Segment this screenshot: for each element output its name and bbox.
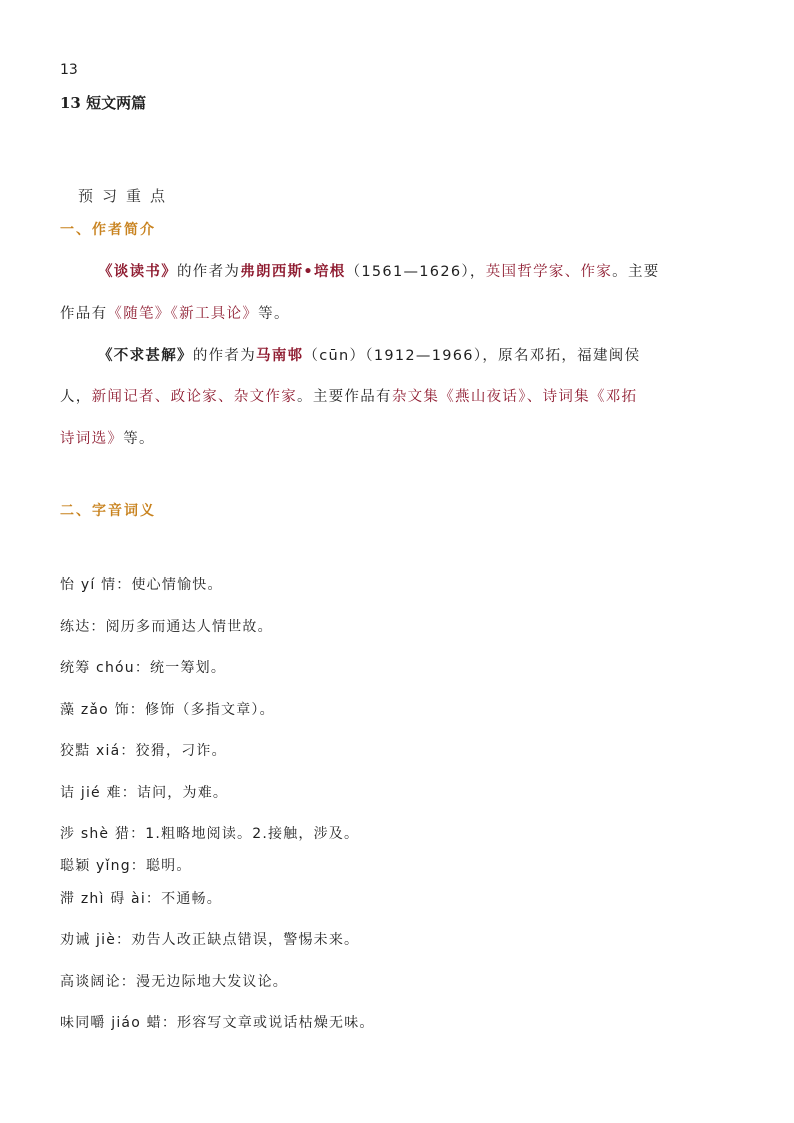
text: （1561—1626），: [345, 264, 486, 280]
vocab-item: 练达：阅历多而通达人情世故。: [60, 619, 273, 635]
paragraph-2-line-2: [60, 385, 637, 406]
vocab-item: 藻 zǎo 饰：修饰（多指文章）。: [60, 702, 275, 718]
vocab-item: 涉 shè 猎：1.粗略地阅读。2.接触，涉及。: [60, 826, 360, 842]
vocab-item: 聪颖 yǐng：聪明。: [60, 858, 192, 874]
paragraph-1-line-2: [60, 302, 290, 323]
text: 人，: [60, 389, 92, 405]
works: 诗词选》: [60, 431, 124, 447]
vocab-item: 劝诫 jiè：劝告人改正缺点错误，警惕未来。: [60, 932, 360, 948]
book-title: 《不求甚解》: [98, 348, 193, 364]
works: 杂文集《燕山夜话》、诗词集《邓拓: [391, 389, 638, 405]
vocab-item: 统筹 chóu：统一筹划。: [60, 660, 227, 676]
page-number: 13: [60, 62, 78, 78]
paragraph-2-line-3: [60, 427, 155, 448]
vocabulary-heading: 二、字音词义: [60, 503, 156, 519]
vocab-item: 怡 yí 情：使心情愉快。: [60, 577, 223, 593]
author-intro-heading: 一、作者简介: [60, 222, 156, 238]
vocab-item: 诘 jié 难：诘问，为难。: [60, 785, 229, 801]
book-title: 《谈读书》: [98, 264, 177, 280]
author-identity: 英国哲学家、作家: [485, 264, 613, 280]
vocab-item: 高谈阔论：漫无边际地大发议论。: [60, 974, 288, 990]
text: 等。: [123, 431, 155, 447]
author-name: 弗朗西斯•培根: [240, 264, 346, 280]
vocab-item: 味同嚼 jiáo 蜡：形容写文章或说话枯燥无味。: [60, 1015, 375, 1031]
text: 作品有: [60, 306, 108, 322]
text: 。主要作品有: [297, 389, 392, 405]
author-name: 马南邨: [256, 348, 304, 364]
vocab-item: 狡黠 xiá：狡猾，刁诈。: [60, 743, 227, 759]
paragraph-2-line-1: [98, 344, 640, 365]
text: 。主要: [612, 264, 660, 280]
text: （cūn）（1912—1966），原名邓拓，福建闽侯: [303, 348, 641, 364]
vocab-item: 滞 zhì 碍 ài：不通畅。: [60, 891, 222, 907]
works: 《随笔》《新工具论》: [107, 306, 259, 322]
paragraph-1-line-1: [98, 260, 660, 281]
text: 的作者为: [192, 348, 257, 364]
section-subtitle: 预习重点: [78, 187, 175, 205]
text: 等。: [258, 306, 290, 322]
text: 的作者为: [177, 264, 241, 280]
author-identity: 新闻记者、政论家、杂文作家: [91, 389, 298, 405]
lesson-title: 13 短文两篇: [60, 94, 147, 112]
